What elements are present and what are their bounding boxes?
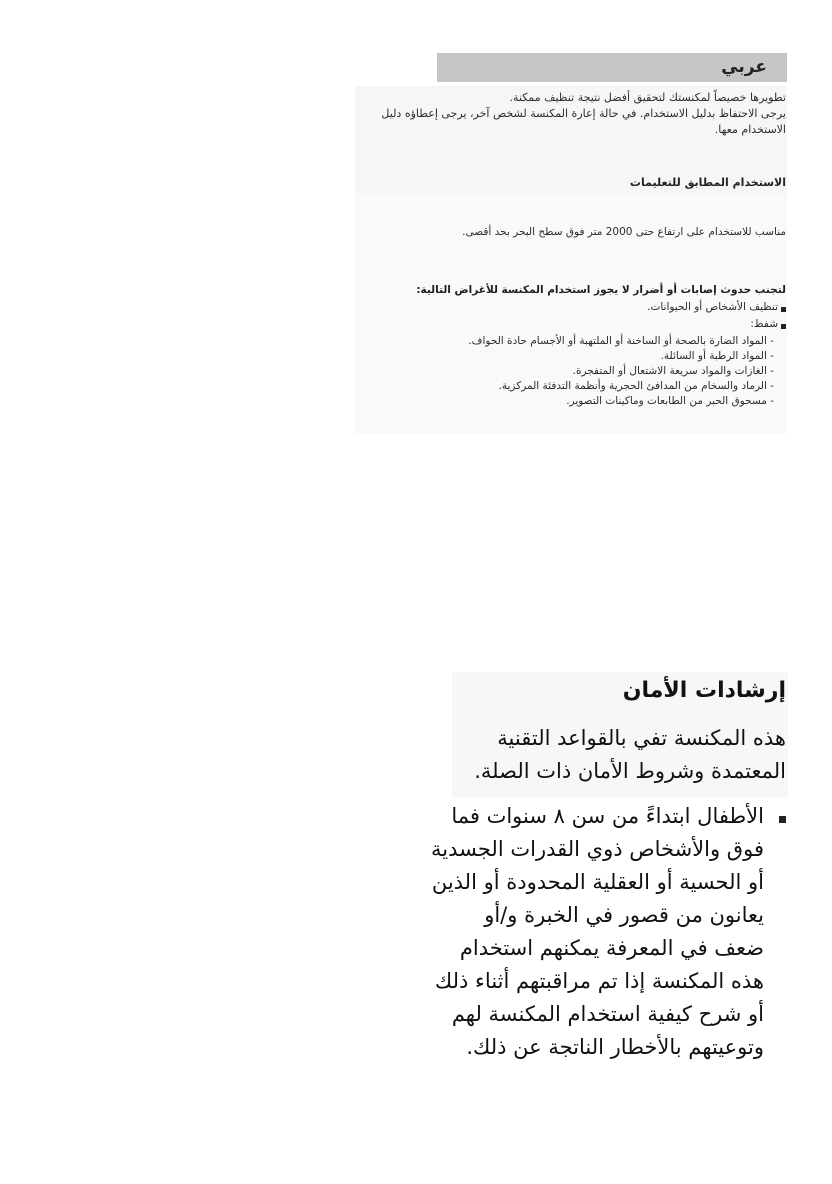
warning-bullet-1: تنظيف الأشخاص أو الحيوانات. — [647, 301, 778, 313]
list-item — [360, 317, 786, 334]
safety-bullet-text: الأطفال ابتداءً من سن ٨ سنوات فما فوق والأشخاص ذوي القدرات الجسدية أو الحسية أو العقلية المحدودة أو الذين يعانون من قصور في الخبرة و/أو ضعف في المعرفة يمكنهم استخدام هذه المكنسة إذا تم مراقبتهم أثناء ذلك أو شرح كيفية استخدام المكنسة لهم وتوعيتهم بالأخطار الناتجة عن ذلك. — [431, 804, 764, 1059]
proper-use-heading: الاستخدام المطابق للتعليمات — [629, 176, 786, 189]
intro-text — [360, 90, 786, 138]
language-header: عربي — [437, 53, 787, 82]
list-item — [360, 300, 786, 317]
warning-subitem-4: - الرماد والسخام من المدافئ الحجرية وأنظمة التدفئة المركزية. — [498, 380, 774, 392]
bullet-square-icon — [778, 317, 786, 334]
list-item — [430, 800, 786, 1064]
altitude-note: مناسب للاستخدام على ارتفاع حتى 2000 متر فوق سطح البحر بحد أقصى. — [462, 226, 786, 238]
warning-title: لتجنب حدوث إصابات أو أضرار لا يجوز استخدام المكنسة للأغراض التالية: — [416, 284, 786, 296]
intro-line-2: يرجى الاحتفاظ بدليل الاستخدام. في حالة إعارة المكنسة لشخص آخر، يرجى إعطاؤه دليل الاستخدام معها. — [381, 107, 786, 136]
warning-subitem-2: - المواد الرطبة أو السائلة. — [660, 350, 774, 362]
warning-section — [360, 283, 786, 409]
warning-subitem-3: - الغازات والمواد سريعة الاشتعال أو المتفجرة. — [572, 365, 774, 377]
intro-line-1: تطويرها خصيصاً لمكنستك لتحقيق أفضل نتيجة تنظيف ممكنة. — [509, 91, 786, 104]
warning-bullet-2: شفط: — [750, 318, 778, 330]
bullet-square-icon — [778, 300, 786, 317]
warning-subitem-1: - المواد الضارة بالصحة أو الساخنة أو الملتهبة أو الأجسام حادة الحواف. — [468, 335, 774, 347]
bullet-square-icon — [764, 800, 786, 833]
safety-title: إرشادات الأمان — [622, 678, 786, 703]
warning-subitem-5: - مسحوق الحبر من الطابعات وماكينات التصوير. — [566, 395, 774, 407]
safety-intro: هذه المكنسة تفي بالقواعد التقنية المعتمدة وشروط الأمان ذات الصلة. — [474, 726, 786, 783]
safety-list — [430, 800, 786, 1064]
